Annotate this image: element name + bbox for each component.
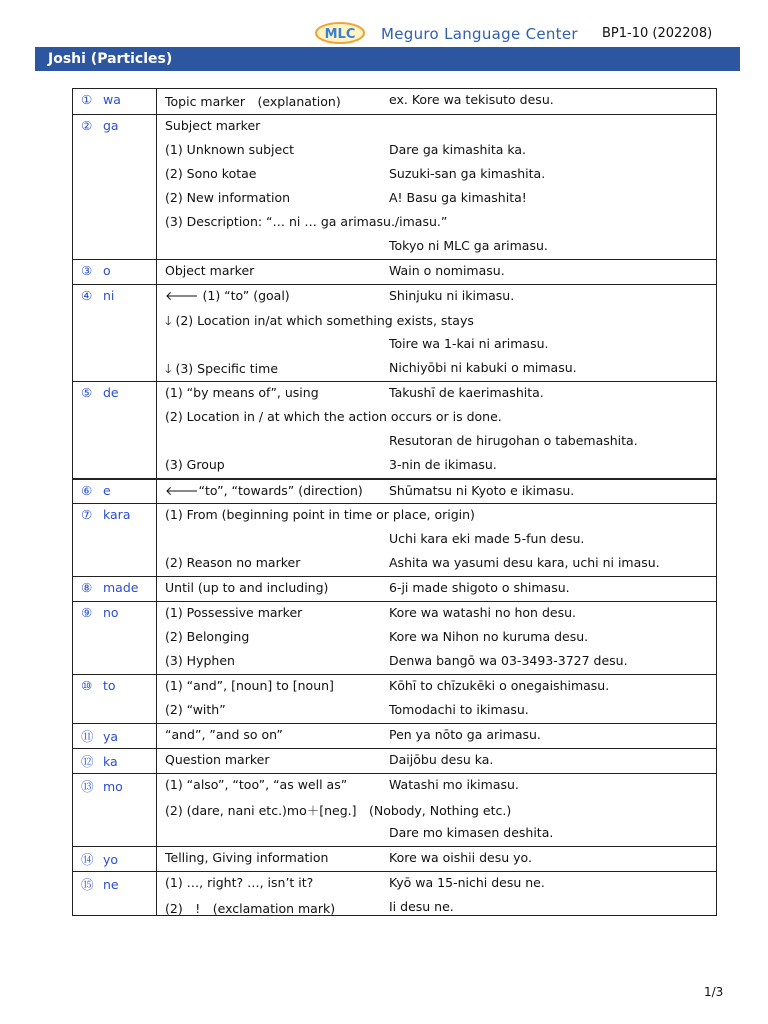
particle-number: ⑬ — [81, 779, 94, 794]
particle-row-ne — [73, 871, 716, 920]
example-sentence: Dare ga kimashita ka. — [389, 142, 527, 157]
particle-name: ne — [103, 877, 119, 892]
particle-number: ⑭ — [81, 852, 94, 867]
particle-row-o — [73, 259, 716, 284]
particle-row-ga — [73, 114, 716, 259]
particle-name: yo — [103, 852, 119, 867]
example-sentence: A! Basu ga kimashita! — [389, 190, 527, 205]
page-number: 1/3 — [704, 985, 724, 999]
example-sentence: Ashita wa yasumi desu kara, uchi ni imasu. — [389, 555, 660, 570]
particle-row-to — [73, 674, 716, 723]
particle-row-ni — [73, 284, 716, 381]
particle-label — [81, 263, 111, 278]
particle-number: ⑧ — [81, 580, 93, 595]
particle-name: ya — [103, 729, 119, 744]
example-sentence: Kore wa watashi no hon desu. — [389, 605, 576, 620]
particle-number: ⑤ — [81, 385, 93, 400]
example-sentence: Kore wa Nihon no kuruma desu. — [389, 629, 589, 644]
particle-label — [81, 92, 121, 107]
particle-label — [81, 777, 123, 795]
example-sentence: Dare mo kimasen deshita. — [389, 825, 554, 840]
particles-table — [72, 88, 717, 916]
particle-name: ni — [103, 288, 115, 303]
particle-number: ⑨ — [81, 605, 93, 620]
example-sentence: Daijōbu desu ka. — [389, 752, 494, 767]
particle-row-no — [73, 601, 716, 674]
example-sentence: Ii desu ne. — [389, 899, 454, 914]
mlc-logo — [315, 22, 365, 44]
document-header — [0, 20, 768, 48]
particle-row-de — [73, 381, 716, 478]
particle-label — [81, 875, 119, 893]
example-sentence: Tokyo ni MLC ga arimasu. — [389, 238, 548, 253]
usage-description: (3) Hyphen — [165, 653, 235, 668]
usage-description: (1) Possessive marker — [165, 605, 303, 620]
particle-label — [81, 483, 111, 498]
usage-description: (2) Sono kotae — [165, 166, 257, 181]
particle-number: ⑫ — [81, 754, 94, 769]
particle-name: o — [103, 263, 111, 278]
usage-description: (1) “and”, [noun] to [noun] — [165, 678, 334, 693]
particle-number: ⑦ — [81, 507, 93, 522]
particle-number: ② — [81, 118, 93, 133]
usage-description: (2) Reason no marker — [165, 555, 301, 570]
example-sentence: Takushī de kaerimashita. — [389, 385, 544, 400]
particle-row-made — [73, 576, 716, 601]
example-sentence: Pen ya nōto ga arimasu. — [389, 727, 541, 742]
particle-row-ya — [73, 723, 716, 748]
particle-number: ⑥ — [81, 483, 93, 498]
particle-name: wa — [103, 92, 121, 107]
usage-description: (2) New information — [165, 190, 291, 205]
usage-description: 🡐 (1) “to” (goal) — [165, 288, 290, 303]
particle-label — [81, 850, 118, 868]
usage-description: 🡐“to”, “towards” (direction) — [165, 483, 363, 498]
title-bar — [35, 47, 740, 71]
usage-description: (1) “by means of”, using — [165, 385, 319, 400]
example-sentence: Resutoran de hirugohan o tabemashita. — [389, 433, 638, 448]
svg-text:MLC: MLC — [324, 27, 356, 42]
particle-label — [81, 118, 119, 133]
usage-description: (3) Group — [165, 457, 225, 472]
particle-row-mo — [73, 773, 716, 846]
particle-label — [81, 507, 130, 522]
example-sentence: Shinjuku ni ikimasu. — [389, 288, 515, 303]
particle-name: no — [103, 605, 119, 620]
particle-name: kara — [103, 507, 131, 522]
example-sentence: Shūmatsu ni Kyoto e ikimasu. — [389, 483, 575, 498]
example-sentence: Kōhī to chīzukēki o onegaishimasu. — [389, 678, 610, 693]
particle-number: ⑩ — [81, 678, 93, 693]
example-sentence: Kyō wa 15-nichi desu ne. — [389, 875, 545, 890]
usage-description: Telling, Giving information — [165, 850, 329, 865]
particle-label — [81, 385, 119, 400]
usage-description: (1) …, right? …, isn’t it? — [165, 875, 314, 890]
usage-description: (1) Unknown subject — [165, 142, 294, 157]
particle-number: ④ — [81, 288, 93, 303]
usage-description: “and”, ”and so on” — [165, 727, 283, 742]
usage-description: 🡓 (2) Location in/at which something exists, stays — [165, 313, 474, 328]
particle-name: made — [103, 580, 139, 595]
usage-description: Until (up to and including) — [165, 580, 329, 595]
example-sentence: 3-nin de ikimasu. — [389, 457, 497, 472]
page-title: Joshi (Particles) — [48, 51, 173, 67]
particle-name: e — [103, 483, 111, 498]
particle-name: ga — [103, 118, 119, 133]
usage-description: (2) Location in / at which the action occurs or is done. — [165, 409, 502, 424]
example-sentence: Tomodachi to ikimasu. — [389, 702, 529, 717]
example-sentence: Uchi kara eki made 5-fun desu. — [389, 531, 585, 546]
particle-label — [81, 678, 116, 693]
example-sentence: Kore wa oishii desu yo. — [389, 850, 532, 865]
particle-number: ① — [81, 92, 93, 107]
particle-label — [81, 580, 138, 595]
particle-row-yo — [73, 846, 716, 871]
usage-description: (3) Description: “… ni … ga arimasu./imasu.” — [165, 214, 448, 229]
example-sentence: Denwa bangō wa 03-3493-3727 desu. — [389, 653, 628, 668]
example-sentence: ex. Kore wa tekisuto desu. — [389, 92, 554, 107]
usage-description: 🡓 (3) Specific time — [165, 361, 279, 376]
usage-description: Object marker — [165, 263, 255, 278]
usage-description: Topic marker (explanation) — [165, 94, 341, 109]
usage-description: Subject marker — [165, 118, 261, 133]
particle-name: ka — [103, 754, 118, 769]
particle-number: ⑮ — [81, 877, 94, 892]
particle-number: ③ — [81, 263, 93, 278]
particle-label — [81, 727, 118, 745]
example-sentence: 6-ji made shigoto o shimasu. — [389, 580, 570, 595]
particle-row-e — [73, 478, 716, 503]
usage-description: Question marker — [165, 752, 270, 767]
particle-label — [81, 605, 119, 620]
example-sentence: Suzuki-san ga kimashita. — [389, 166, 546, 181]
particle-name: mo — [103, 779, 123, 794]
usage-description: (2) ! (exclamation mark) — [165, 901, 336, 916]
particle-label — [81, 752, 118, 770]
center-name: Meguro Language Center — [381, 25, 578, 43]
particle-row-ka — [73, 748, 716, 773]
example-sentence: Toire wa 1-kai ni arimasu. — [389, 336, 549, 351]
particle-name: to — [103, 678, 116, 693]
particle-row-kara — [73, 503, 716, 576]
example-sentence: Watashi mo ikimasu. — [389, 777, 519, 792]
example-sentence: Nichiyōbi ni kabuki o mimasu. — [389, 360, 577, 375]
particle-label — [81, 288, 114, 303]
usage-description: (1) From (beginning point in time or place, origin) — [165, 507, 475, 522]
particle-name: de — [103, 385, 119, 400]
usage-description: (1) “also”, “too”, “as well as” — [165, 777, 348, 792]
example-sentence: Wain o nomimasu. — [389, 263, 505, 278]
usage-description: (2) “with” — [165, 702, 226, 717]
particle-row-wa — [73, 89, 716, 114]
particle-number: ⑪ — [81, 729, 94, 744]
usage-description: (2) (dare, nani etc.)mo＋[neg.] (Nobody, Nothing etc.) — [165, 803, 512, 818]
usage-description: (2) Belonging — [165, 629, 250, 644]
document-code: BP1-10 (202208) — [602, 26, 713, 41]
